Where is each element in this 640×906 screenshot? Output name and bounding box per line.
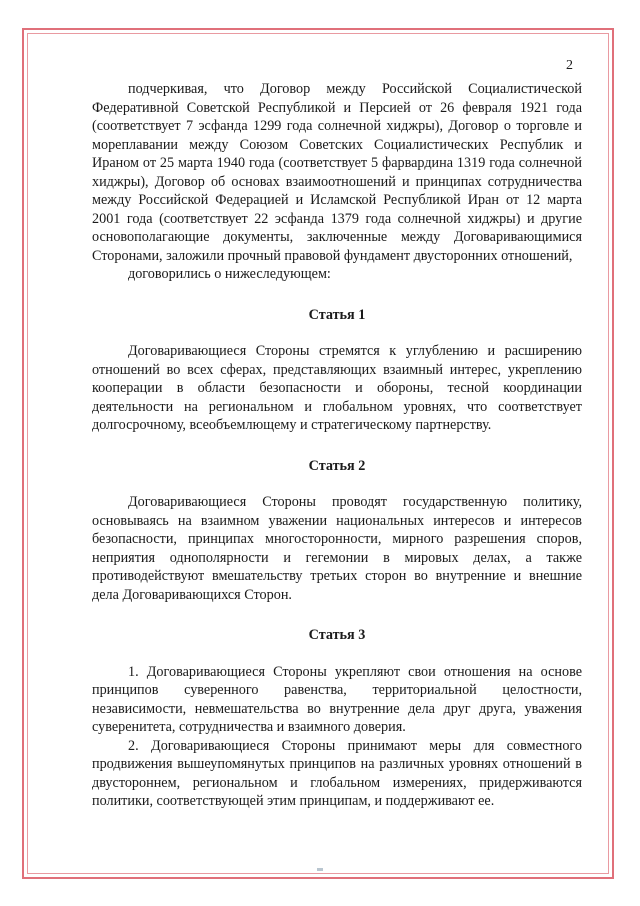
page-number: 2 [566,58,573,73]
article-3-title: Статья 3 [308,627,366,643]
agreed-statement: договорились о нижеследующем: [128,266,331,282]
article-2-title: Статья 2 [308,457,366,474]
article-3-clause-1: 1. Договаривающиеся Стороны укрепляют свои отношения на основе принципов суверенного равенства, территориальной целостности, независимости, невмешательства во внутренние дела друг друга, уважения суверенитета, сотрудничества и взаимного доверия. [92,663,582,735]
article-3-clause-2: 2. Договаривающиеся Стороны принимают меры для совместного продвижения вышеупомянутых принципов на различных уровнях отношений в двустороннем, региональном и глобальном измерениях, придерживаются политики, соответствующей этим принципам, и поддерживают ее. [92,737,582,809]
article-1-title: Статья 1 [308,306,366,323]
scan-artifact-mark [317,868,323,871]
article-2-paragraph: Договаривающиеся Стороны проводят государственную политику, основываясь на взаимном уважении национальных интересов и интересов безопасности, принципах многосторонности, мирного разрешения споров, неприятия однополярности и гегемонии в мировых делах, а также противодействуют вмешательству третьих сторон во внутренние и внешние дела Договаривающихся Сторон. [92,494,582,603]
article-1-paragraph: Договаривающиеся Стороны стремятся к углублению и расширению отношений во всех сферах, представляющих взаимный интерес, укреплению кооперации в области безопасности и обороны, тесной координации деятельности на региональном и глобальном уровнях, что соответствует долгосрочному, всеобъемлющему и стратегическому партнерству. [92,343,582,433]
document-body [92,80,582,811]
preamble-paragraph: подчеркивая, что Договор между Российской Социалистической Федеративной Советской Республикой и Персией от 26 февраля 1921 года (соответствует 7 эсфанда 1299 года солнечной хиджры), Договор о торговле и мореплавании между Союзом Советских Социалистических Республик и Ираном от 25 марта 1940 года (соответствует 5 фарвардина 1319 года солнечной хиджры), Договор об основах взаимоотношений и принципах сотрудничества между Российской Федерацией и Исламской Республикой Иран от 12 марта 2001 года (соответствует 22 эсфанда 1379 года солнечной хиджры) и другие основополагающие документы, заключенные между Договаривающимися Сторонами, заложили прочный правовой фундамент двусторонних отношений, [92,81,582,264]
